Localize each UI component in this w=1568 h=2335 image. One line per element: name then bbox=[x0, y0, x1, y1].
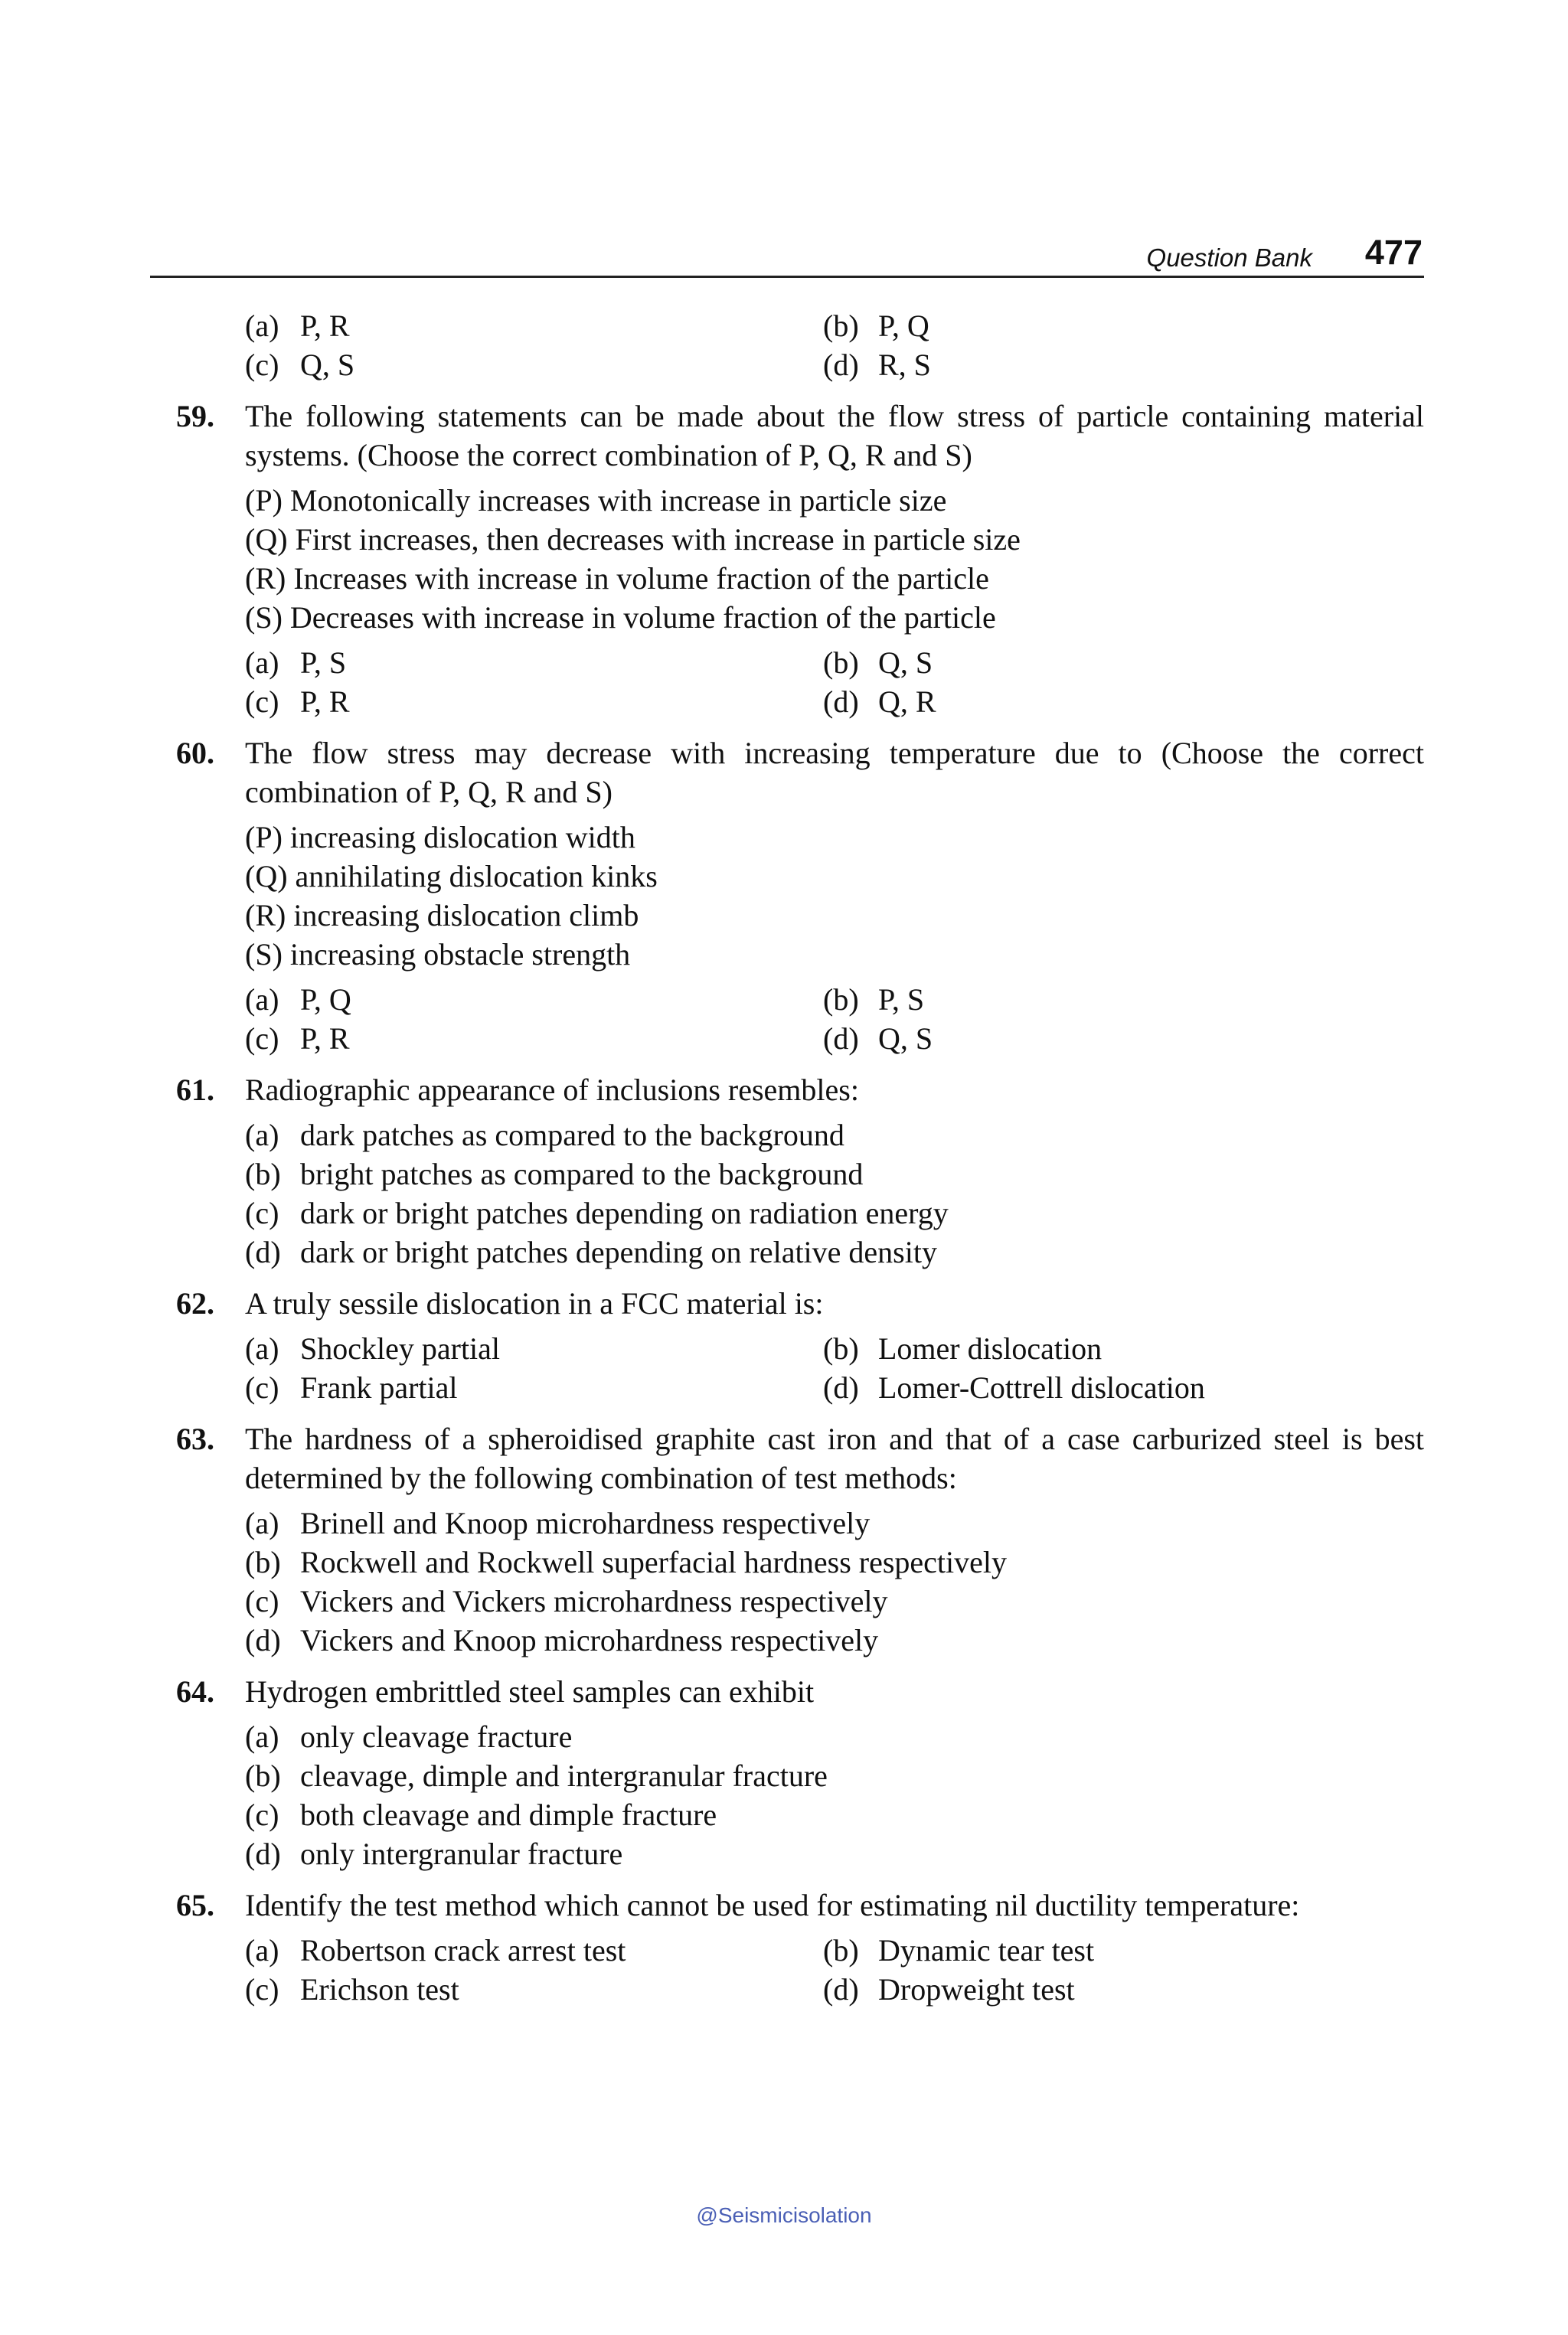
option: (a) Shockley partial bbox=[245, 1331, 501, 1366]
option: (a) Robertson crack arrest test bbox=[245, 1933, 626, 1968]
question-number: 59. bbox=[176, 399, 214, 433]
option: (b) bright patches as compared to the background bbox=[245, 1157, 864, 1191]
option: (a) P, R bbox=[245, 309, 350, 343]
question-number: 63. bbox=[176, 1422, 214, 1456]
question-60 bbox=[176, 733, 1424, 1058]
option: (b) P, S bbox=[823, 982, 925, 1017]
watermark: @Seismicisolation bbox=[696, 2203, 872, 2227]
statement: (P) Monotonically increases with increase in particle size bbox=[245, 483, 947, 518]
option: (c) P, R bbox=[245, 684, 350, 719]
option: (d) Q, S bbox=[823, 1021, 933, 1056]
option: (d) R, S bbox=[823, 348, 931, 382]
option: (c) Vickers and Vickers microhardness respectively bbox=[245, 1584, 888, 1618]
option: (b) Lomer dislocation bbox=[823, 1331, 1102, 1366]
option: (a) Brinell and Knoop microhardness respectively bbox=[245, 1506, 871, 1540]
question-list bbox=[176, 306, 1424, 2009]
option: (b) cleavage, dimple and intergranular fracture bbox=[245, 1759, 828, 1793]
statement: (Q) annihilating dislocation kinks bbox=[245, 859, 658, 893]
question-text: Identify the test method which cannot be used for estimating nil ductility temperature: bbox=[245, 1888, 1300, 1922]
question-59 bbox=[176, 397, 1424, 721]
option: (c) dark or bright patches depending on radiation energy bbox=[245, 1196, 949, 1230]
statement: (S) increasing obstacle strength bbox=[245, 937, 631, 972]
question-63 bbox=[176, 1419, 1424, 1660]
carryover-option-row bbox=[245, 345, 1424, 384]
question-number: 65. bbox=[176, 1888, 214, 1922]
statement: (P) increasing dislocation width bbox=[245, 820, 635, 854]
carryover-option-row bbox=[245, 306, 1424, 345]
statement: (R) increasing dislocation climb bbox=[245, 898, 639, 932]
question-text: A truly sessile dislocation in a FCC material is: bbox=[245, 1286, 824, 1321]
option: (d) dark or bright patches depending on relative density bbox=[245, 1235, 937, 1269]
option-row bbox=[245, 1329, 1424, 1368]
option: (c) Frank partial bbox=[245, 1370, 458, 1405]
option-row bbox=[245, 1931, 1424, 1970]
option: (c) P, R bbox=[245, 1021, 350, 1056]
question-text: The following statements can be made about the flow stress of particle containing material systems. (Choose the correct combination of P, Q, R and S) bbox=[245, 399, 1424, 472]
option: (d) Q, R bbox=[823, 684, 936, 719]
option: (a) P, Q bbox=[245, 982, 351, 1017]
option: (c) both cleavage and dimple fracture bbox=[245, 1798, 717, 1832]
question-text: The flow stress may decrease with increasing temperature due to (Choose the correct combination of P, Q, R and S) bbox=[245, 736, 1424, 809]
option-row bbox=[245, 1019, 1424, 1058]
page-number: 477 bbox=[1364, 233, 1423, 272]
question-61 bbox=[176, 1070, 1424, 1272]
question-text: Radiographic appearance of inclusions resembles: bbox=[245, 1073, 859, 1107]
question-number: 62. bbox=[176, 1286, 214, 1321]
question-64 bbox=[176, 1672, 1424, 1873]
option-row bbox=[245, 1368, 1424, 1407]
statement: (S) Decreases with increase in volume fraction of the particle bbox=[245, 600, 996, 635]
question-number: 64. bbox=[176, 1674, 214, 1709]
option: (c) Erichson test bbox=[245, 1972, 459, 2007]
option: (d) Vickers and Knoop microhardness respectively bbox=[245, 1623, 879, 1657]
option: (d) only intergranular fracture bbox=[245, 1837, 623, 1871]
option: (a) dark patches as compared to the background bbox=[245, 1118, 844, 1152]
option-row bbox=[245, 980, 1424, 1019]
option: (b) Dynamic tear test bbox=[823, 1933, 1095, 1968]
option-row bbox=[245, 682, 1424, 721]
option: (c) Q, S bbox=[245, 348, 355, 382]
option: (a) only cleavage fracture bbox=[245, 1719, 573, 1754]
question-number: 60. bbox=[176, 736, 214, 770]
option: (b) Rockwell and Rockwell superfacial hardness respectively bbox=[245, 1545, 1008, 1579]
option: (b) Q, S bbox=[823, 645, 933, 680]
page-header bbox=[150, 230, 1424, 278]
question-65 bbox=[176, 1886, 1424, 2009]
statement: (Q) First increases, then decreases with increase in particle size bbox=[245, 522, 1021, 557]
question-text: Hydrogen embrittled steel samples can exhibit bbox=[245, 1674, 815, 1709]
option: (a) P, S bbox=[245, 645, 347, 680]
option-row bbox=[245, 643, 1424, 682]
option: (d) Dropweight test bbox=[823, 1972, 1075, 2007]
option: (b) P, Q bbox=[823, 309, 929, 343]
header-title: Question Bank bbox=[1146, 243, 1312, 272]
question-number: 61. bbox=[176, 1073, 214, 1107]
question-62 bbox=[176, 1284, 1424, 1407]
option-row bbox=[245, 1970, 1424, 2009]
option: (d) Lomer-Cottrell dislocation bbox=[823, 1370, 1205, 1405]
question-text: The hardness of a spheroidised graphite cast iron and that of a case carburized steel is best determined by the following combination of test methods: bbox=[245, 1422, 1424, 1495]
statement: (R) Increases with increase in volume fraction of the particle bbox=[245, 561, 989, 596]
